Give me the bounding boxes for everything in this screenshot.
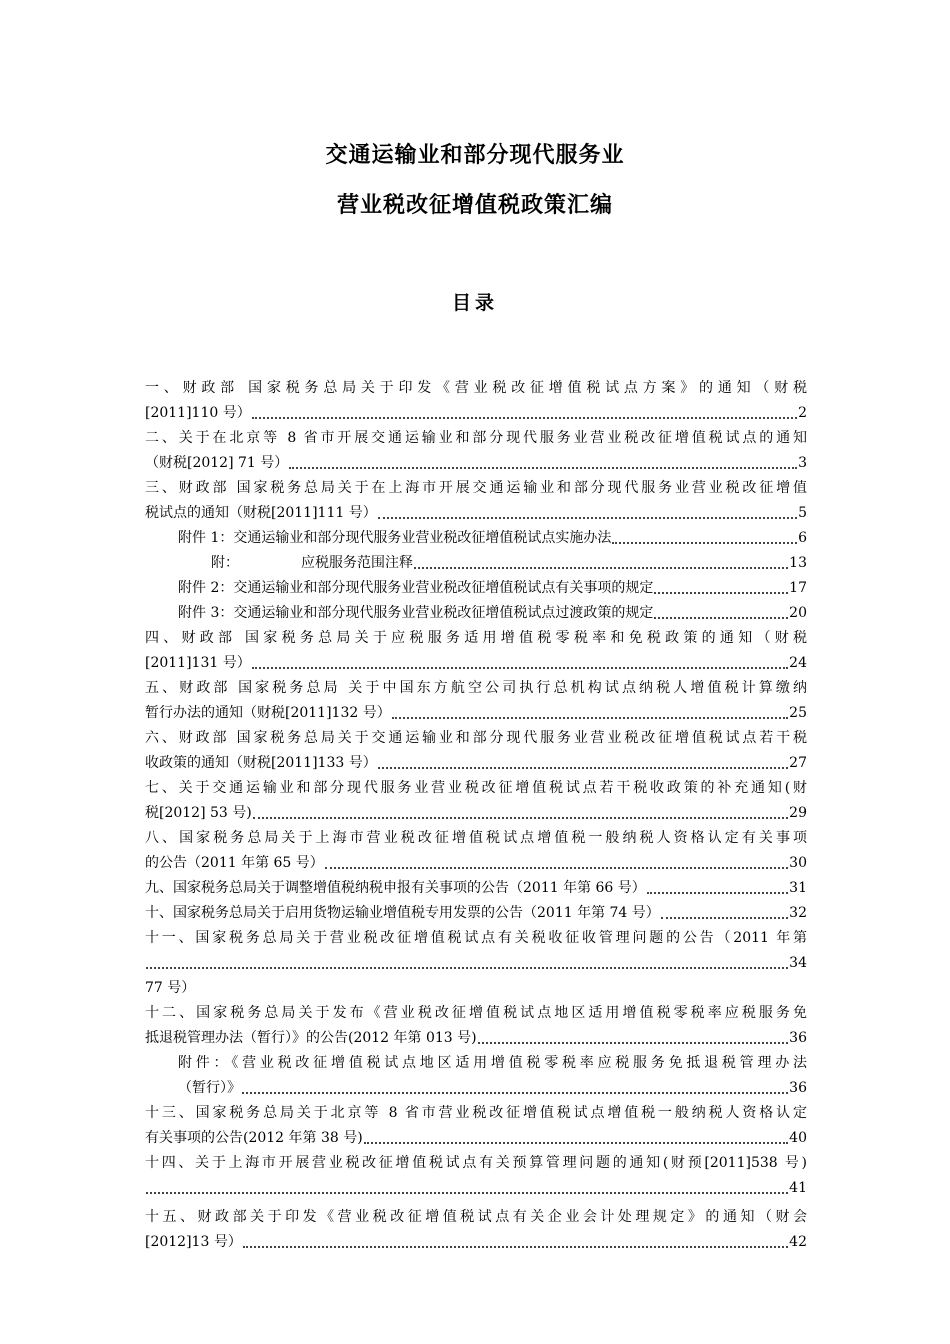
toc-entry-text: 六、财政部 国家税务总局关于交通运输业和部分现代服务业营业税改征增值税试点若干税 bbox=[145, 730, 807, 746]
toc-entry[interactable] bbox=[145, 726, 807, 776]
toc-entry-text: 十五、财政部关于印发《营业税改征增值税试点有关企业会计处理规定》的通知（财会 bbox=[145, 1209, 807, 1225]
dot-leader bbox=[654, 576, 788, 594]
toc-page-number: 40 bbox=[789, 1130, 807, 1146]
toc-entry-text: 抵退税管理办法（暂行）》的公告(2012 年第 013 号) bbox=[145, 1030, 477, 1046]
dot-leader bbox=[252, 651, 788, 669]
dot-leader bbox=[414, 551, 788, 569]
toc-page-number: 36 bbox=[789, 1080, 807, 1096]
toc-entry-text: 收政策的通知（财税[2011]133 号） bbox=[145, 755, 377, 771]
toc-entry[interactable] bbox=[145, 1001, 807, 1051]
toc-entry[interactable] bbox=[145, 676, 807, 726]
table-of-contents bbox=[145, 376, 807, 1255]
toc-entry-text: 八、国家税务总局关于上海市营业税改征增值税试点增值税一般纳税人资格认定有关事项 bbox=[145, 830, 807, 846]
toc-page-number: 20 bbox=[789, 605, 807, 621]
toc-page-number: 2 bbox=[798, 405, 807, 421]
toc-entry-text: 九、国家税务总局关于调整增值税纳税申报有关事项的公告（2011 年第 66 号） bbox=[145, 880, 646, 896]
toc-page-number: 13 bbox=[789, 555, 807, 571]
toc-entry-text: 一、财政部 国家税务总局关于印发《营业税改征增值税试点方案》的通知（财税 bbox=[145, 380, 807, 396]
toc-entry-text: 二、关于在北京等 8 省市开展交通运输业和部分现代服务业营业税改征增值税试点的通知 bbox=[145, 430, 807, 446]
toc-page-number: 6 bbox=[798, 530, 807, 546]
toc-entry-text: 77 号） bbox=[145, 980, 196, 996]
document-title-line-2: 营业税改征增值税政策汇编 bbox=[336, 192, 613, 218]
toc-entry-text: [2012]13 号） bbox=[145, 1234, 242, 1250]
toc-page-number: 27 bbox=[789, 755, 807, 771]
toc-entry[interactable] bbox=[145, 626, 807, 676]
dot-leader bbox=[612, 526, 797, 544]
toc-entry-text: 税试点的通知（财税[2011]111 号） bbox=[145, 505, 377, 521]
toc-entry[interactable] bbox=[145, 476, 807, 526]
toc-entry-text: （财税[2012] 71 号） bbox=[145, 455, 289, 471]
toc-entry[interactable] bbox=[145, 376, 807, 426]
toc-entry-text: 七、关于交通运输业和部分现代服务业营业税改征增值税试点若干税收政策的补充通知(财 bbox=[145, 780, 807, 796]
toc-page-number: 3 bbox=[798, 455, 807, 471]
toc-entry-text: （暂行）》 bbox=[178, 1080, 241, 1096]
toc-entry-text: 十二、国家税务总局关于发布《营业税改征增值税试点地区适用增值税零税率应税服务免 bbox=[145, 1005, 807, 1021]
toc-entry-text: 十、国家税务总局关于启用货物运输业增值税专用发票的公告（2011 年第 74 号） bbox=[145, 905, 660, 921]
dot-leader bbox=[243, 1230, 788, 1248]
toc-entry[interactable] bbox=[145, 926, 807, 1001]
toc-entry[interactable] bbox=[145, 1205, 807, 1255]
dot-leader bbox=[364, 1126, 788, 1144]
toc-entry-text: 三、财政部 国家税务总局关于在上海市开展交通运输业和部分现代服务业营业税改征增值 bbox=[145, 480, 807, 496]
toc-entry-text: 税[2012] 53 号) bbox=[145, 805, 252, 821]
toc-page-number: 34 bbox=[789, 955, 807, 971]
toc-entry[interactable] bbox=[145, 1051, 807, 1101]
toc-entry-text: 五、财政部 国家税务总局 关于中国东方航空公司执行总机构试点纳税人增值税计算缴纳 bbox=[145, 680, 807, 696]
toc-entry[interactable] bbox=[145, 1151, 807, 1201]
toc-entry[interactable] bbox=[145, 876, 807, 901]
toc-entry-text: [2011]131 号） bbox=[145, 655, 251, 671]
dot-leader bbox=[654, 601, 788, 619]
dot-leader bbox=[378, 751, 788, 769]
dot-leader bbox=[661, 901, 788, 919]
toc-entry-text: 附件：《营业税改征增值税试点地区适用增值税零税率应税服务免抵退税管理办法 bbox=[178, 1055, 807, 1071]
toc-heading: 目录 bbox=[451, 292, 498, 314]
toc-entry-text: 有关事项的公告(2012 年第 38 号) bbox=[145, 1130, 363, 1146]
toc-entry-text: 四、财政部 国家税务总局关于应税服务适用增值税零税率和免税政策的通知（财税 bbox=[145, 630, 807, 646]
toc-entry-text: 附件 1：交通运输业和部分现代服务业营业税改征增值税试点实施办法 bbox=[178, 530, 612, 546]
toc-entry-text: [2011]110 号） bbox=[145, 405, 251, 421]
toc-entry-text: 附件 3：交通运输业和部分现代服务业营业税改征增值税试点过渡政策的规定 bbox=[178, 605, 654, 621]
dot-leader bbox=[253, 801, 788, 819]
dot-leader bbox=[252, 401, 797, 419]
dot-leader bbox=[378, 501, 797, 519]
toc-entry[interactable] bbox=[145, 601, 807, 626]
toc-entry[interactable] bbox=[145, 526, 807, 551]
toc-entry-text: 十一、国家税务总局关于营业税改征增值税试点有关税收征收管理问题的公告（2011 年第 bbox=[145, 930, 807, 946]
dot-leader bbox=[242, 1076, 788, 1094]
dot-leader bbox=[289, 451, 797, 469]
toc-page-number: 36 bbox=[789, 1030, 807, 1046]
toc-page-number: 42 bbox=[789, 1234, 807, 1250]
toc-page-number: 5 bbox=[798, 505, 807, 521]
toc-entry[interactable] bbox=[145, 576, 807, 601]
toc-entry-text: 暂行办法的通知（财税[2011]132 号） bbox=[145, 705, 391, 721]
toc-page-number: 41 bbox=[789, 1180, 807, 1196]
toc-entry-text: 应税服务范围注释 bbox=[301, 555, 413, 571]
dot-leader bbox=[146, 1176, 788, 1194]
dot-leader bbox=[392, 701, 788, 719]
dot-leader bbox=[647, 876, 788, 894]
toc-entry-text: 附件 2：交通运输业和部分现代服务业营业税改征增值税试点有关事项的规定 bbox=[178, 580, 654, 596]
document-title-line-1: 交通运输业和部分现代服务业 bbox=[325, 142, 625, 168]
toc-page-number: 24 bbox=[789, 655, 807, 671]
toc-page-number: 29 bbox=[789, 805, 807, 821]
toc-page-number: 25 bbox=[789, 705, 807, 721]
toc-entry[interactable] bbox=[145, 901, 807, 926]
dot-leader bbox=[146, 951, 788, 969]
toc-page-number: 31 bbox=[789, 880, 807, 896]
toc-entry[interactable] bbox=[145, 426, 807, 476]
dot-leader bbox=[478, 1026, 789, 1044]
toc-entry-text: 的公告（2011 年第 65 号） bbox=[145, 855, 324, 871]
toc-entry-text: 十四、关于上海市开展营业税改征增值税试点有关预算管理问题的通知(财预[2011]538 号) bbox=[145, 1155, 807, 1171]
toc-entry-text: 十三、国家税务总局关于北京等 8 省市营业税改征增值税试点增值税一般纳税人资格认定 bbox=[145, 1105, 807, 1121]
dot-leader bbox=[325, 851, 788, 869]
toc-entry[interactable] bbox=[145, 776, 807, 826]
toc-page-number: 32 bbox=[789, 905, 807, 921]
toc-entry[interactable] bbox=[145, 1101, 807, 1151]
toc-page-number: 30 bbox=[789, 855, 807, 871]
toc-entry[interactable] bbox=[145, 826, 807, 876]
toc-entry-text: 附： bbox=[211, 555, 239, 571]
toc-page-number: 17 bbox=[789, 580, 807, 596]
toc-entry[interactable] bbox=[145, 551, 807, 576]
